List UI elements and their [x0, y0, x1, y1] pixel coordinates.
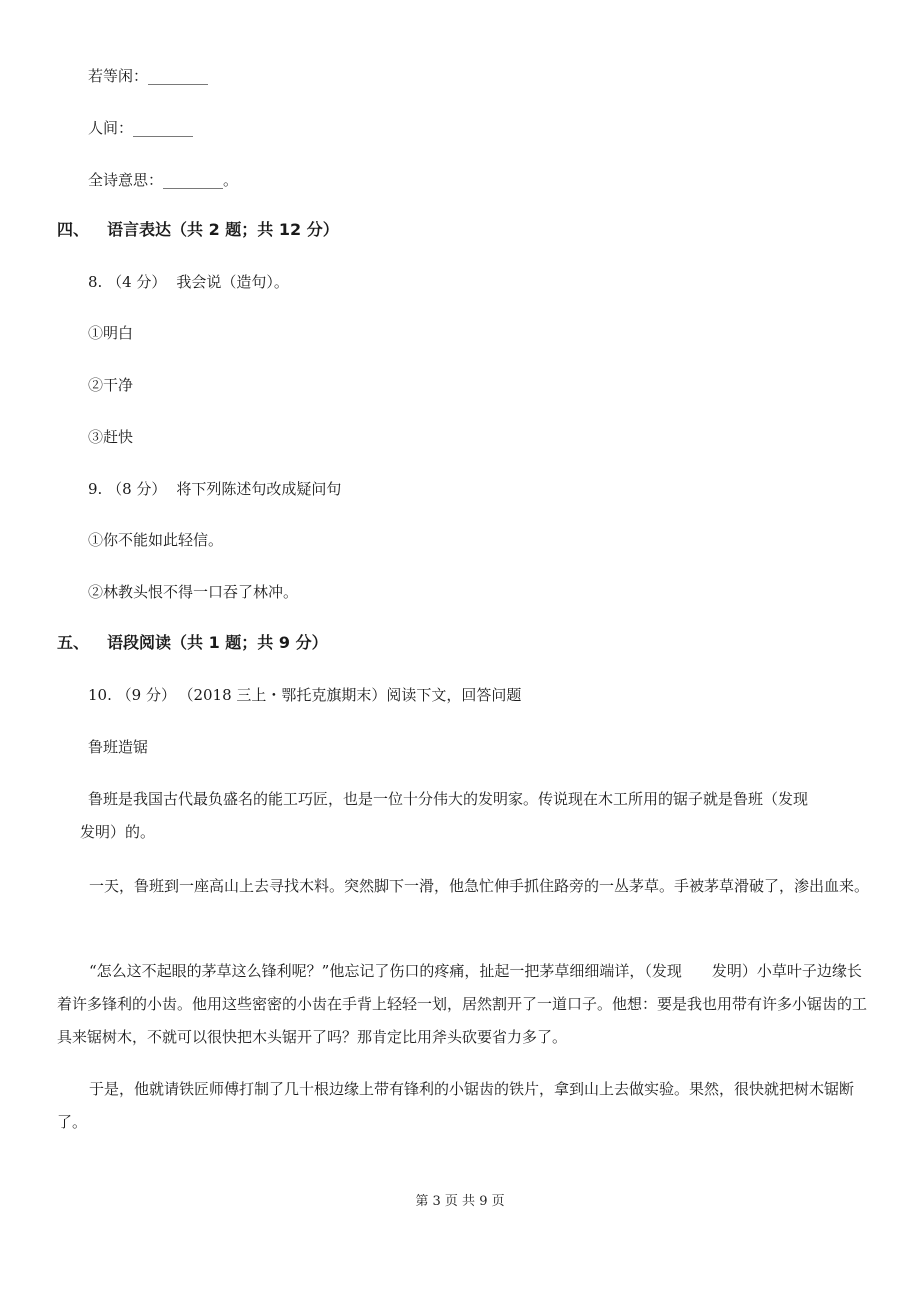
- answer-blank[interactable]: ________: [133, 119, 194, 137]
- question-source: （2018 三上・鄂托克旗期末）: [185, 686, 387, 704]
- question-10: 10. （9 分） （2018 三上・鄂托克旗期末）阅读下文，回答问题: [88, 686, 522, 704]
- answer-blank[interactable]: ________: [163, 171, 224, 189]
- passage-title: 鲁班造锯: [88, 738, 149, 756]
- answer-blank[interactable]: ________: [148, 67, 209, 85]
- fill-line-2: 人间：________: [88, 119, 194, 137]
- question-score: （8 分）: [107, 480, 167, 498]
- question-score: （9 分）: [116, 686, 176, 704]
- fill-line-1: 若等闲：________: [88, 67, 209, 85]
- page-footer: 第 3 页 共 9 页: [415, 1194, 505, 1209]
- passage-paragraph-3: “怎么这不起眼的茅草这么锋利呢？”他忘记了伤口的疼痛，扯起一把茅草细细端详，（发现 发明）小草叶子边缘长着许多锋利的小齿。他用这些密密的小齿在手背上轻轻一划，居然割开了一道口子。他想：要是我也用带有许多小锯齿的工具来锯树木，不就可以很快把木头锯开了吗？那肯定比用斧头砍要省力多了。: [57, 962, 868, 1046]
- list-item: ①明白: [88, 324, 134, 342]
- section-heading-4: 四、 语言表达（共 2 题；共 12 分）: [57, 220, 339, 239]
- question-8: 8. （4 分） 我会说（造句）。: [88, 273, 289, 291]
- question-score: （4 分）: [107, 273, 167, 291]
- list-item: ①你不能如此轻信。: [88, 531, 224, 549]
- passage-paragraph-4: 于是，他就请铁匠师傅打制了几十根边缘上带有锋利的小锯齿的铁片，拿到山上去做实验。果然，很快就把树木锯断了。: [57, 1080, 855, 1131]
- fill-line-3: 全诗意思：________。: [88, 171, 239, 189]
- passage-paragraph-2: 一天，鲁班到一座高山上去寻找木料。突然脚下一滑，他急忙伸手抓住路旁的一丛茅草。手被茅草滑破了，渗出血来。: [89, 877, 870, 895]
- passage-paragraph-1a: 鲁班是我国古代最负盛名的能工巧匠，也是一位十分伟大的发明家。传说现在木工所用的锯子就是鲁班（发现: [88, 790, 809, 808]
- list-item: ②干净: [88, 376, 134, 394]
- list-item: ③赶快: [88, 428, 134, 446]
- passage-paragraph-1b: 发明）的。: [80, 823, 156, 841]
- section-heading-5: 五、 语段阅读（共 1 题；共 9 分）: [57, 633, 328, 652]
- list-item: ②林教头恨不得一口吞了林冲。: [88, 583, 299, 601]
- question-9: 9. （8 分） 将下列陈述句改成疑问句: [88, 480, 342, 498]
